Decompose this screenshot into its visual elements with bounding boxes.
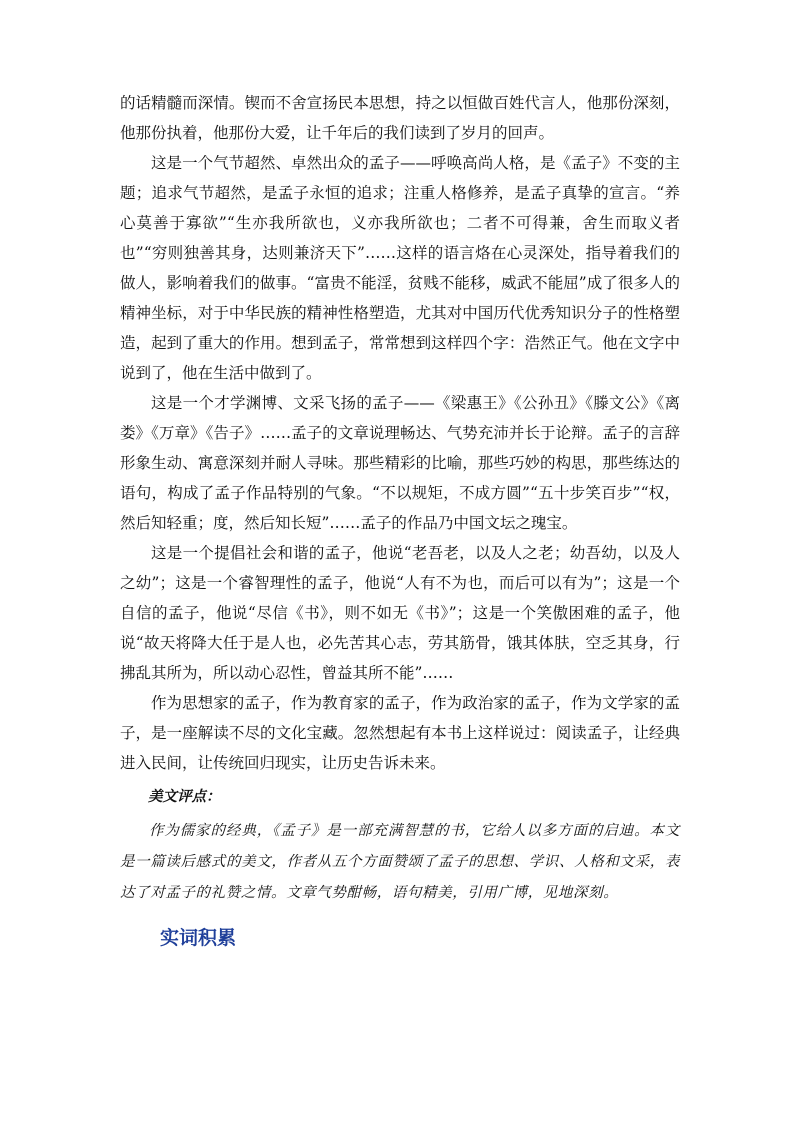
paragraph-literary-talent: 这是一个才学渊博、文采飞扬的孟子——《梁惠王》《公孙丑》《滕文公》《离娄》《万章》《告子》……孟子的文章说理畅达、气势充沛并长于论辩。孟子的言辞形象生动、寓意深刻并耐人寻味。那些精彩的比喻，那些巧妙的构思，那些练达的语句，构成了孟子作品特别的气象。“不以规矩，不成方圆”“五十步笑百步”“权，然后知轻重；度，然后知长短”……孟子的作品乃中国文坛之瑰宝。 (120, 394, 680, 532)
comment-title: 美文评点： (148, 788, 221, 805)
paragraph-social-harmony: 这是一个提倡社会和谐的孟子，他说“老吾老，以及人之老；幼吾幼，以及人之幼”；这是一个睿智理性的孟子，他说“人有不为也，而后可以有为”；这是一个自信的孟子，他说“尽信《书》，则不如无《书》”；这是一个笑傲困难的孟子，他说“故天将降大任于是人也，必先苦其心志，劳其筋骨，饿其体肤，空乏其身，行拂乱其所为，所以动心忍性，曾益其所不能”…… (120, 544, 680, 682)
paragraph-moral-integrity: 这是一个气节超然、卓然出众的孟子——呼唤高尚人格，是《孟子》不变的主题；追求气节超然，是孟子永恒的追求；注重人格修养，是孟子真挚的宣言。“养心莫善于寡欲”“生亦我所欲也，义亦我所欲也；二者不可得兼，舍生而取义者也”“穷则独善其身，达则兼济天下”……这样的语言烙在心灵深处，指导着我们的做人，影响着我们的做事。“富贵不能淫，贫贱不能移，威武不能屈”成了很多人的精神坐标，对于中华民族的精神性格塑造，尤其对中国历代优秀知识分子的性格塑造，起到了重大的作用。想到孟子，常常想到这样四个字：浩然正气。他在文字中说到了，他在生活中做到了。 (120, 154, 680, 382)
comment-body: 作为儒家的经典，《孟子》是一部充满智慧的书，它给人以多方面的启迪。本文是一篇读后感式的美文，作者从五个方面赞颂了孟子的思想、学识、人格和文采，表达了对孟子的礼赞之情。文章气势酣畅，语句精美，引用广博，见地深刻。 (120, 823, 680, 901)
document-page (120, 88, 680, 953)
section-heading: 实词积累 (160, 927, 237, 949)
paragraph-continuation: 的话精髓而深情。锲而不舍宣扬民本思想，持之以恒做百姓代言人，他那份深刻，他那份执着，他那份大爱，让千年后的我们读到了岁月的回声。 (120, 94, 680, 142)
paragraph-conclusion: 作为思想家的孟子，作为教育家的孟子，作为政治家的孟子，作为文学家的孟子，是一座解读不尽的文化宝藏。忽然想起有本书上这样说过：阅读孟子，让经典进入民间，让传统回归现实，让历史告诉未来。 (120, 694, 680, 772)
